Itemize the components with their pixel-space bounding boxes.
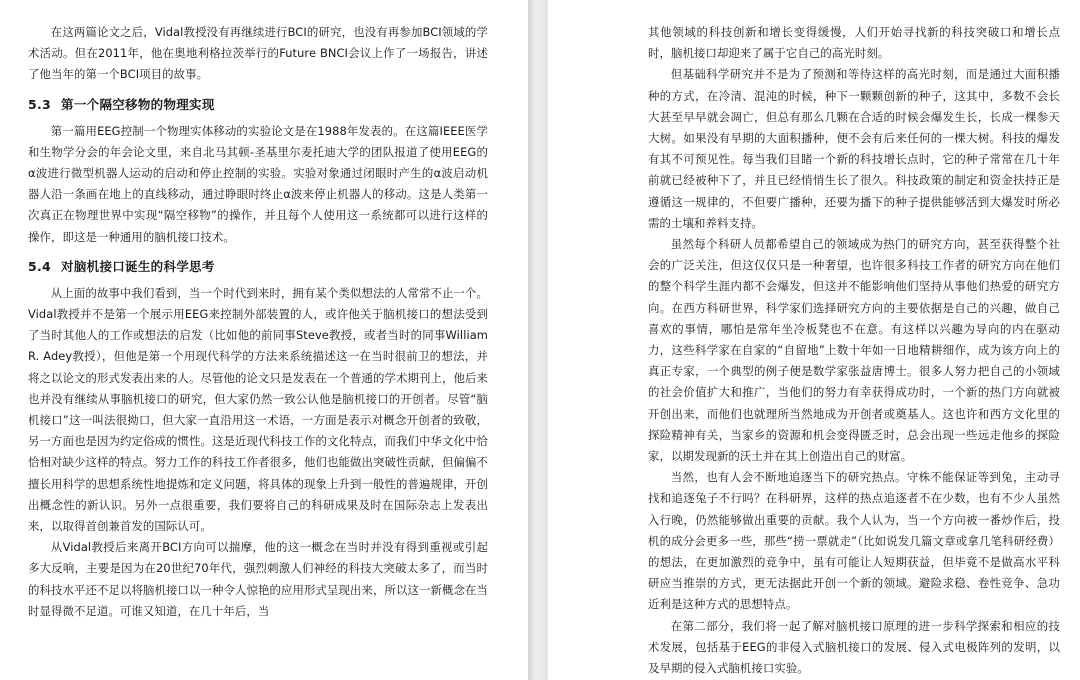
section-heading-5-4 (28, 256, 488, 277)
paragraph-continued: 其他领域的科技创新和增长变得缓慢，人们开始寻找新的科技突破口和增长点时，脑机接口却迎来了属于它自己的高光时刻。 (648, 25, 1060, 61)
paragraph: 当然，也有人会不断地追逐当下的研究热点。守株不能保证等到兔，主动寻找和追逐兔子不行吗？在科研界，这样的热点追逐者不在少数，也有不少人虽然入行晚，仍然能够做出重要的贡献。我个人认为，当一个方向被一番炒作后，投机的成分会更多一些，那些“捞一票就走”（比如说发几篇文章或拿几笔科研经费）的想法，在更加激烈的竞争中，虽有可能让人短期获益，但毕竟不是做高水平科研应当推崇的方式，更无法据此开创一个新的领域。避险求稳、卷性竞争、急功近利是这种方式的思想特点。 (648, 470, 1060, 612)
paragraph: 第一篇用EEG控制一个物理实体移动的实验论文是在1988年发表的。在这篇IEEE医学和生物学分会的年会论文里，来自北马其顿-圣基里尔麦托迪大学的团队报道了使用EEG的α波进行微型机器人运动的启动和停止控制的实验。实验对象通过闭眼时产生的α波启动机器人沿一条画在地上的直线移动，通过睁眼时终止α波来停止机器人的移动。这是人类第一次真正在物理世界中实现“隔空移物”的操作，并且每个人使用这一系统都可以进行这样的操作，即这是一种通用的脑机接口技术。 (28, 123, 488, 244)
section-heading-5-3 (28, 94, 488, 115)
section-title: 第一个隔空移物的物理实现 (61, 96, 215, 112)
paragraph: 从Vidal教授后来离开BCI方向可以揣摩，他的这一概念在当时并没有得到重视或引起多大反响，主要是因为在20世纪70年代，强烈刺激人们神经的科技大突破太多了，而当时的科技水平还不足以将脑机接口以一种令人惊艳的应用形式呈现出来，所以这一新概念在当时显得微不足道。可谁又知道，在几十年后，当 (28, 540, 488, 618)
section-number: 5.3 (28, 96, 52, 112)
paragraph: 在第二部分，我们将一起了解对脑机接口原理的进一步科学探索和相应的技术发展，包括基于EEG的非侵入式脑机接口的发展、侵入式电极阵列的发明，以及早期的侵入式脑机接口实验。 (648, 618, 1060, 676)
section-title: 对脑机接口诞生的科学思考 (61, 258, 215, 274)
left-page (0, 0, 528, 680)
paragraph: 在这两篇论文之后，Vidal教授没有再继续进行BCI的研究，也没有再参加BCI领域的学术活动。但在2011年，他在奥地利格拉茨举行的Future BNCI会议上作了一场报告，讲述了他当年的第一个BCI项目的故事。 (28, 25, 488, 82)
paragraph: 从上面的故事中我们看到，当一个时代到来时，拥有某个类似想法的人常常不止一个。Vidal教授并不是第一个展示用EEG来控制外部装置的人，或许他关于脑机接口的想法受到了当时其他人的工作或想法的启发（比如他的前同事Steve教授，或者当时的同事William R. Adey教授），但他是第一个用现代科学的方法来系统描述这一在当时很前卫的想法，并将之以论文的形式发表出来的人。尽管他的论文只是发表在一个普通的学术期刊上，他后来也并没有继续从事脑机接口的研究，但大家仍然一致公认他是脑机接口的开创者。尽管“脑机接口”这一叫法很拗口，但大家一直沿用这一术语，一方面是表示对概念开创者的致敬，另一方面也是因为约定俗成的惯性。这是近现代科技工作的文化特点，而我们中华文化中恰恰相对缺少这样的特点。努力工作的科技工作者很多，他们也能做出突破性贡献，但偏偏不擅长用科学的思想系统性地提炼和定义问题，将具体的现象上升到一般性的普遍规律，开创出概念性的新认识。另外一点很重要，我们要将自己的科研成果及时在国际杂志上发表出来，以取得首创兼首发的国际认可。 (28, 285, 488, 534)
page-gutter (528, 0, 548, 680)
right-page (548, 0, 1080, 680)
paragraph: 但基础科学研究并不是为了预测和等待这样的高光时刻，而是通过大面积播种的方式，在冷清、混沌的时候，种下一颗颗创新的种子，这其中，多数不会长大甚至早早就会凋亡，但总有那么几颗在合适的时候会爆发生长，长成一棵参天大树。如果没有早期的大面积播种，便不会有后来任何的一棵大树。科技的爆发有其不可预见性。每当我们目睹一个新的科技增长点时，它的种子常常在几十年前就已经被种下了，并且已经悄悄生长了很久。科技政策的制定和资金扶持正是遵循这一规律的，不但要广播种，还要为播下的种子提供能够活到大爆发时所必需的土壤和养料支持。 (648, 67, 1060, 230)
section-number: 5.4 (28, 258, 52, 274)
paragraph: 虽然每个科研人员都希望自己的领域成为热门的研究方向，甚至获得整个社会的广泛关注，但这仅仅只是一种奢望，也许很多科技工作者的研究方向在他们的整个科学生涯内都不会爆发，但这并不能影响他们坚持从事他们热爱的研究方向。在西方科研世界，科学家们选择研究方向的主要依据是自己的兴趣，做自己喜欢的事情，哪怕是常年坐冷板凳也不在意。有这样以兴趣为导向的内在驱动力，这些科学家在自家的“自留地”上数十年如一日地精耕细作，成为该方向上的真正专家，一个典型的例子便是数学家张益唐博士。很多人努力把自己的小领域的社会价值扩大和推广，当他们的努力有幸获得成功时，一个新的热门方向就被开创出来，而他们也就理所当然地成为开创者或奠基人。这也许和西方文化里的探险精神有关，当家乡的资源和机会变得匮乏时，总会出现一些远走他乡的探险家，以期发现新的沃土并在其上创造出自己的财富。 (648, 237, 1060, 464)
